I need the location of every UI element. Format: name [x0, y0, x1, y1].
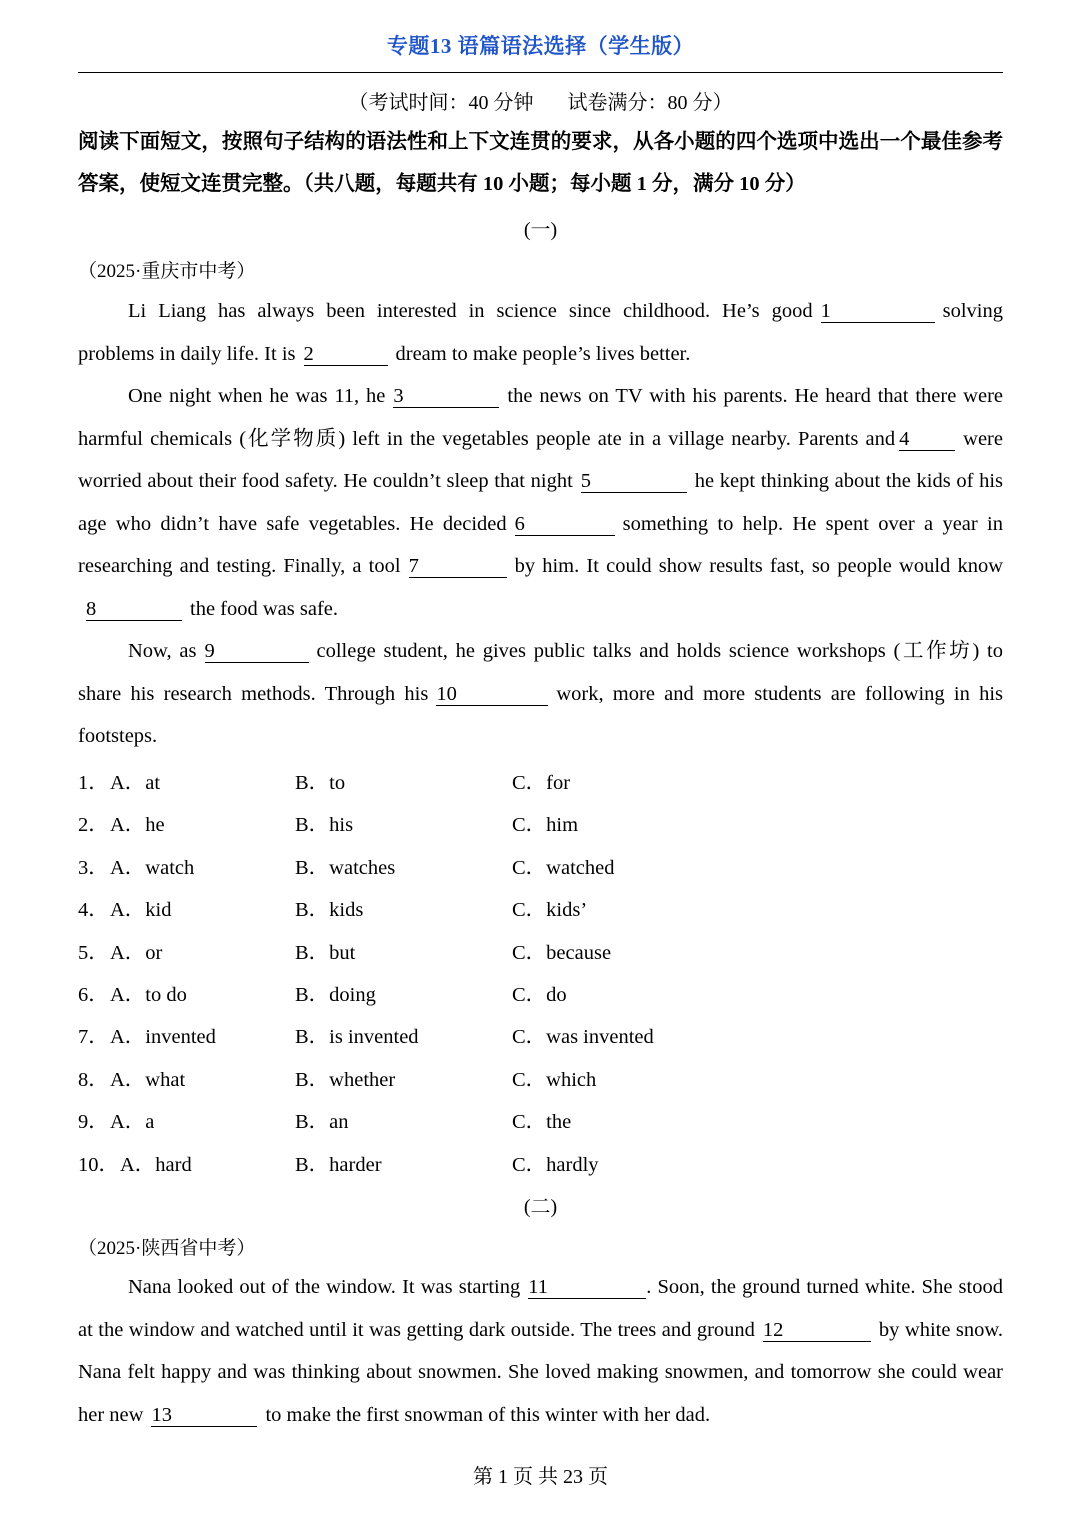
paragraph-2: One night when he was 11, he 3 the news on TV with his parents. He heard that there were harmful chemicals (化学物质) left in the vegetables people ate in a village nearby. Parents and 4 were worried about their food safety. He couldn’t sleep that night 5 he kept thinking about the kids of his age who didn’t have safe vegetables. He decided 6 something to help. He spent over a year in researching and testing. Finally, a tool 7 by him. It could show results fast, so people would know8 the food was safe.	[78, 385, 1003, 620]
section-mark-1: (一)	[523, 219, 558, 241]
option-c: C．him	[512, 814, 579, 837]
option-row: 8． A．what B．whether C．which	[78, 1054, 1003, 1096]
option-a: A．invented	[110, 1026, 216, 1049]
option-c: C．because	[512, 941, 612, 964]
option-a: A．a	[110, 1111, 155, 1134]
option-b: B．whether	[295, 1068, 396, 1091]
blank-10: 10	[436, 683, 548, 706]
paragraph-3: Now, as 9 college student, he gives public talks and holds science workshops (工作坊) to share his research methods. Through his 10 work, more and more students are following in his footsteps.	[78, 640, 1004, 747]
option-a: A．to do	[110, 983, 187, 1006]
header-divider	[78, 72, 1003, 73]
option-row: 10． A．hard B．harder C．hardly	[78, 1139, 1003, 1181]
blank-3: 3	[393, 385, 499, 408]
option-c: C．was invented	[512, 1026, 654, 1049]
option-row: 2． A．he B．his C．him	[78, 799, 1003, 841]
option-a: A．hard	[120, 1153, 192, 1176]
option-a: A．watch	[110, 856, 195, 879]
blank-11: 11	[528, 1276, 646, 1299]
option-c: C．the	[512, 1111, 572, 1134]
option-a: A．or	[110, 941, 163, 964]
section-mark-2: (二)	[523, 1196, 558, 1218]
paragraph-4: Nana looked out of the window. It was starting 11 . Soon, the ground turned white. She stood at the window and watched until it was getting dark outside. The trees and ground 12 by white snow. Nana felt happy and was thinking about snowmen. She loved making snowmen, and tomorrow she could wear her new 13 to make the first snowman of this winter with her dad.	[78, 1276, 1003, 1426]
option-row: 3． A．watch B．watches C．watched	[78, 842, 1003, 884]
full-score: 试卷满分：80 分）	[567, 92, 733, 114]
option-row: 1． A．at B．to C．for	[78, 757, 1003, 799]
option-b: B．an	[295, 1111, 349, 1134]
option-b: B．watches	[295, 856, 396, 879]
option-a: A．what	[110, 1068, 186, 1091]
option-b: B．doing	[295, 983, 376, 1006]
option-b: B．is invented	[295, 1026, 419, 1049]
blank-7: 7	[409, 555, 507, 578]
option-b: B．to	[295, 772, 346, 794]
option-c: C．kids’	[512, 899, 588, 922]
option-row: 9． A．a B．an C．the	[78, 1096, 1003, 1138]
option-c: C．watched	[512, 856, 615, 879]
page-title: 专题13 语篇语法选择（学生版）	[386, 34, 695, 58]
option-row: 4． A．kid B．kids C．kids’	[78, 884, 1003, 926]
blank-5: 5	[581, 470, 687, 493]
option-row: 7． A．invented B．is invented C．was invented	[78, 1011, 1003, 1053]
blank-8: 8	[86, 598, 182, 621]
blank-4: 4	[899, 428, 955, 451]
option-row: 6． A．to do B．doing C．do	[78, 969, 1003, 1011]
blank-6: 6	[515, 513, 615, 536]
option-a: A．at	[110, 772, 161, 794]
option-c: C．for	[512, 772, 571, 794]
exam-info	[78, 86, 1003, 115]
blank-9: 9	[205, 640, 309, 663]
option-row: 5． A．or B．but C．because	[78, 927, 1003, 969]
option-c: C．hardly	[512, 1153, 599, 1176]
document-page	[78, 0, 1003, 1527]
paragraph-1: Li Liang has always been interested in science since childhood. He’s good 1 solving problems in daily life. It is 2 dream to make people’s lives better.	[78, 300, 1003, 365]
source-label-2: （2025·陕西省中考）	[78, 1238, 256, 1259]
option-a: A．he	[110, 814, 165, 837]
options-list	[78, 757, 1003, 1181]
blank-1: 1	[821, 300, 935, 323]
option-b: B．his	[295, 814, 354, 837]
page-number: 第 1 页 共 23 页	[473, 1466, 608, 1488]
blank-2: 2	[304, 343, 388, 366]
option-c: C．which	[512, 1068, 597, 1091]
option-b: B．kids	[295, 899, 364, 922]
option-c: C．do	[512, 983, 567, 1006]
blank-12: 12	[763, 1319, 871, 1342]
instructions: 阅读下面短文，按照句子结构的语法性和上下文连贯的要求，从各小题的四个选项中选出一个最佳参考答案，使短文连贯完整。（共八题，每题共有 10 小题；每小题 1 分，满分 10 分）	[78, 131, 1003, 195]
blank-13: 13	[151, 1404, 257, 1427]
option-b: B．but	[295, 941, 356, 964]
option-a: A．kid	[110, 899, 172, 922]
exam-time: （考试时间：40 分钟	[348, 92, 534, 114]
option-b: B．harder	[295, 1153, 382, 1176]
source-label-1: （2025·重庆市中考）	[78, 261, 256, 282]
